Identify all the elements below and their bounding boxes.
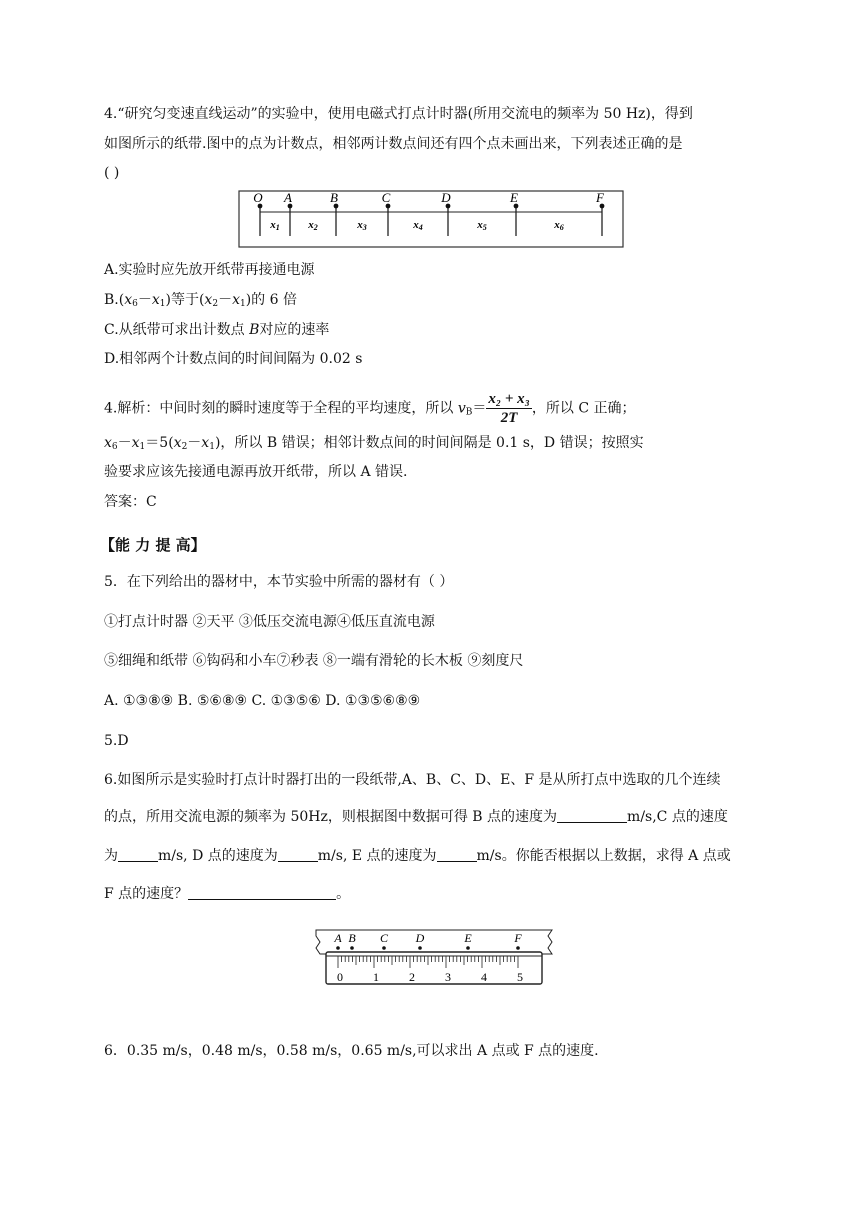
tape-point-label: E [510,190,518,205]
ruler-dot [350,946,354,950]
tape-segment-label: x1 [270,219,280,232]
tape-point-label: A [284,190,292,205]
q5-answer: 5.D [104,733,129,749]
answer-blank-b[interactable] [557,808,627,823]
q6-line2: 的点，所用交流电源的频率为 50Hz，则根据图中数据可得 B 点的速度为 m/s,C 点的速度 [104,809,728,825]
q4-option-b: $B.(x_6-x_1)$等于$(x_2-x_1)$的 6 倍 [104,292,297,309]
q6-line4: F 点的速度？ 。 [104,886,351,902]
q5-items-line2: ⑤细绳和纸带 ⑥钩码和小车⑦秒表 ⑧一端有滑轮的长木板 ⑨刻度尺 [104,653,524,669]
ruler-point-label: A [334,931,342,945]
tape-segment-label: x6 [554,219,564,232]
ruler-point-label: E [464,931,472,945]
section-header: 【能 力 提 高】 [100,536,206,554]
ruler-dot [336,946,340,950]
q6-line1: 6.如图所示是实验时打点计时器打出的一段纸带,A、B、C、D、E、F 是从所打点中选取的几个连续 [104,772,721,788]
tape-segment-label: x3 [357,219,367,232]
q4-option-a: A.实验时应先放开纸带再接通电源 [104,262,315,278]
ruler-number: 0 [337,970,343,984]
tape-segment-label: x4 [413,219,423,232]
q4-solution-line3: 验要求应该先接通电源再放开纸带，所以 A 错误. [104,464,408,480]
tape-point-label: B [330,190,338,205]
q4-stem-line3: ( ) [104,165,120,181]
answer-blank-e[interactable] [437,847,477,862]
paper-tape-figure [238,190,624,248]
q4-answer: 答案：C [104,494,157,510]
q5-stem: 5．在下列给出的器材中，本节实验中所需的器材有（ ） [104,574,454,590]
q5-items-line1: ①打点计时器 ②天平 ③低压交流电源④低压直流电源 [104,614,435,630]
tape-segment-label: x2 [308,219,318,232]
ruler-point-label: D [415,931,425,945]
tape-point-label: C [381,190,391,205]
ruler-point-label: B [348,931,356,945]
ruler-number: 1 [373,970,379,984]
answer-blank-af[interactable] [188,885,336,900]
ruler-dot [382,946,386,950]
q4-solution-line2: $x_6-x_1=5(x_2-x_1)$，所以 B 错误；相邻计数点间的时间间隔是 0.1 s，D 错误；按照实 [104,435,644,452]
fraction-formula: $\frac{\text{x₂ + x₃}}{2T}$ [488,391,530,426]
answer-blank-d[interactable] [278,847,318,862]
ruler-number: 4 [481,970,487,984]
ruler-number: 3 [445,970,451,984]
tape-segment-label: x5 [477,219,487,232]
q4-option-d: D.相邻两个计数点间的时间间隔为 0.02 s [104,351,363,367]
tape-point-label: O [253,190,263,205]
ruler-dot [466,946,470,950]
q5-choices: A. ①③⑧⑨ B. ⑤⑥⑧⑨ C. ①③⑤⑥ D. ①③⑤⑥⑧⑨ [104,693,421,709]
ruler-dot [418,946,422,950]
answer-blank-c[interactable] [118,847,158,862]
ruler-point-label: F [514,931,522,945]
q6-answer: 6．0.35 m/s，0.48 m/s，0.58 m/s，0.65 m/s,可以求出 A 点或 F 点的速度. [104,1043,599,1059]
ruler-dot [516,946,520,950]
q6-line3: 为 m/s, D 点的速度为 m/s, E 点的速度为 m/s。你能否根据以上数据，求得 A 点或 [104,848,731,864]
ruler-figure [312,926,556,988]
q4-stem-line2: 如图所示的纸带.图中的点为计数点，相邻两计数点间还有四个点未画出来，下列表述正确的是 [104,136,683,152]
q4-option-c: C.从纸带可求出计数点 B对应的速率 [104,322,330,338]
q4-stem-line1: 4.“研究匀变速直线运动”的实验中，使用电磁式打点计时器(所用交流电的频率为 50 Hz)，得到 [104,106,693,122]
tape-point-label: F [596,190,604,205]
ruler-number: 2 [409,970,415,984]
ruler-point-label: C [379,931,389,945]
ruler-number: 5 [517,970,523,984]
q4-solution-line1: 4.解析：中间时刻的瞬时速度等于全程的平均速度，所以 $v_B=$ $\frac{\text{x₂ + x₃}}{2T}$ ，所以 C 正确； [104,391,636,426]
tape-point-label: D [441,190,451,205]
